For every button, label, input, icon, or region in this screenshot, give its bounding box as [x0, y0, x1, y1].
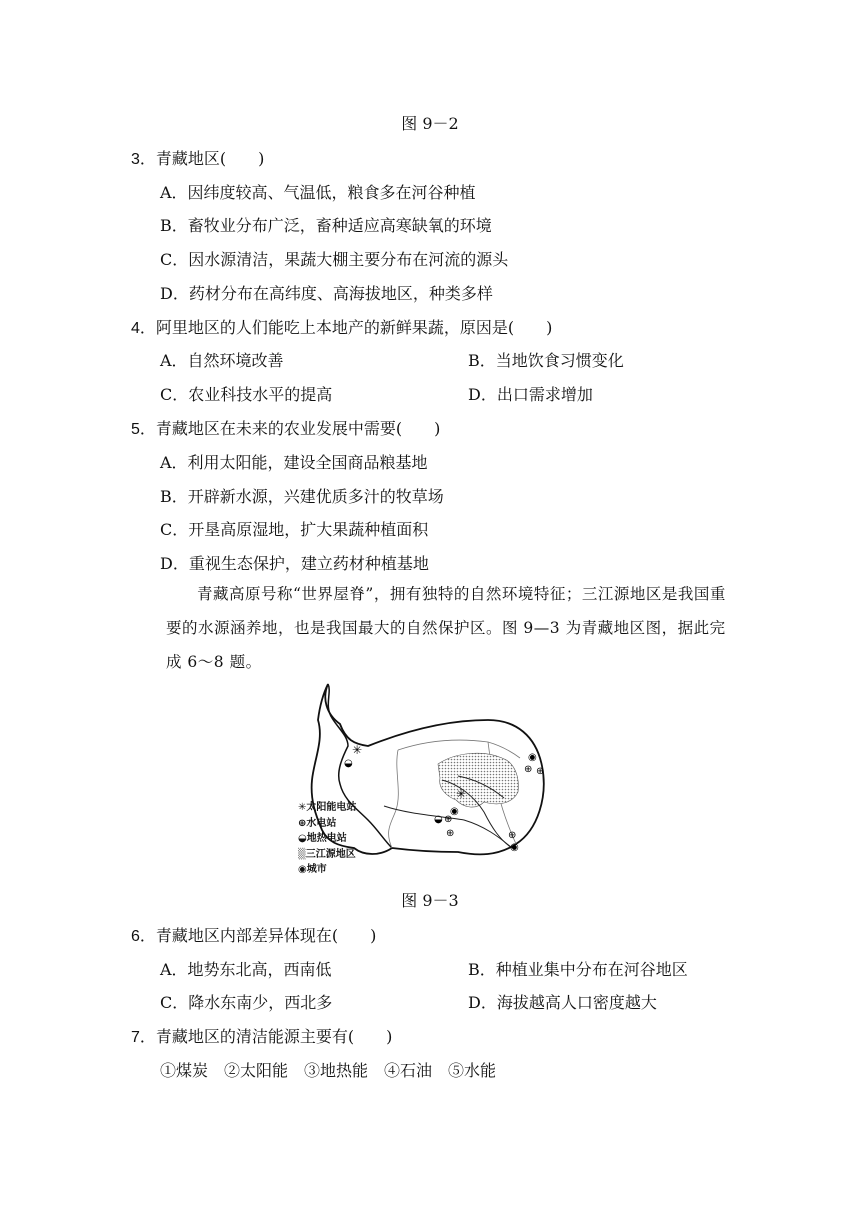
question-4-option-d: D．出口需求增加 [468, 385, 593, 404]
question-3-option-c: C．因水源清洁，果蔬大棚主要分布在河流的源头 [160, 250, 509, 269]
question-6-option-d: D．海拔越高人口密度越大 [468, 993, 657, 1012]
question-7-stem [131, 1024, 392, 1047]
question-3-option-a: A．因纬度较高、气温低，粮食多在河谷种植 [160, 183, 476, 202]
question-4-stem [131, 315, 552, 338]
question-5-option-a: A．利用太阳能，建设全国商品粮基地 [160, 453, 428, 472]
hydro-station-icon: ⊕ [298, 817, 307, 829]
solar-station-icon: ✳ [456, 787, 467, 801]
question-6-option-c: C．降水东南少，西北多 [160, 993, 333, 1012]
city-icon: ◉ [298, 864, 307, 875]
hydro-station-icon: ⊕ [508, 830, 517, 841]
question-5-option-b: B．开辟新水源，兴建优质多汁的牧草场 [160, 487, 444, 506]
question-text: ．青藏地区在未来的农业发展中需要( ) [139, 419, 441, 438]
question-4-option-a: A．自然环境改善 [160, 351, 284, 370]
question-number: 7 [131, 1029, 140, 1046]
solar-station-icon: ✳ [352, 743, 363, 757]
geothermal-station-icon: ◒ [434, 814, 443, 825]
question-6-option-a: A．地势东北高，西南低 [160, 960, 332, 979]
question-6-option-b: B．种植业集中分布在河谷地区 [468, 960, 688, 979]
question-text: ．阿里地区的人们能吃上本地产的新鲜果蔬，原因是( ) [139, 318, 553, 337]
figure-caption-9-3: 图 9－3 [401, 891, 459, 910]
hydro-station-icon: ⊕ [444, 814, 453, 825]
legend-item-solar: ✳太阳能电站 [298, 802, 357, 813]
geothermal-station-icon: ◒ [298, 833, 307, 844]
question-5-stem [131, 416, 440, 439]
question-number: 5 [131, 421, 140, 438]
question-text: ．青藏地区( ) [139, 149, 265, 168]
legend-item-hydro: ⊕水电站 [298, 817, 337, 829]
question-number: 4 [131, 320, 140, 337]
question-5-option-d: D．重视生态保护，建立药材种植基地 [160, 554, 429, 573]
city-icon: ◉ [528, 752, 537, 763]
question-3-stem [131, 146, 264, 169]
question-6-stem [131, 923, 376, 946]
question-number: 6 [131, 928, 140, 945]
figure-caption-9-2: 图 9－2 [401, 114, 459, 133]
legend-item-geo: ◒地热电站 [298, 833, 347, 844]
city-icon: ◉ [450, 806, 459, 817]
hydro-station-icon: ⊕ [446, 828, 455, 839]
legend-item-city: ◉城市 [298, 864, 327, 875]
solar-station-icon: ✳ [298, 802, 307, 813]
question-5-option-c: C．开垦高原湿地，扩大果蔬种植面积 [160, 520, 429, 539]
question-text: ．青藏地区内部差异体现在( ) [139, 926, 377, 945]
map-legend [298, 800, 356, 878]
legend-item-sanjiang: ▒三江源地区 [298, 848, 356, 860]
question-4-option-c: C．农业科技水平的提高 [160, 385, 333, 404]
sanjiang-pattern-icon: ▒ [298, 848, 306, 860]
hydro-station-icon: ⊕ [536, 766, 545, 777]
city-icon: ◉ [510, 842, 519, 853]
question-7-choices: ①煤炭 ②太阳能 ③地热能 ④石油 ⑤水能 [160, 1061, 497, 1080]
hydro-station-icon: ⊕ [524, 764, 533, 775]
question-number: 3 [131, 151, 140, 168]
question-3-option-b: B．畜牧业分布广泛，畜种适应高寒缺氧的环境 [160, 216, 492, 235]
reading-passage: 青藏高原号称“世界屋脊”，拥有独特的自然环境特征；三江源地区是我国重要的水源涵养地，也是我国最大的自然保护区。图 9—3 为青藏地区图，据此完成 6～8 题。 [166, 585, 726, 671]
question-text: ．青藏地区的清洁能源主要有( ) [139, 1027, 393, 1046]
geothermal-station-icon: ◒ [344, 758, 353, 769]
question-3-option-d: D．药材分布在高纬度、高海拔地区，种类多样 [160, 284, 493, 303]
question-4-option-b: B．当地饮食习惯变化 [468, 351, 624, 370]
